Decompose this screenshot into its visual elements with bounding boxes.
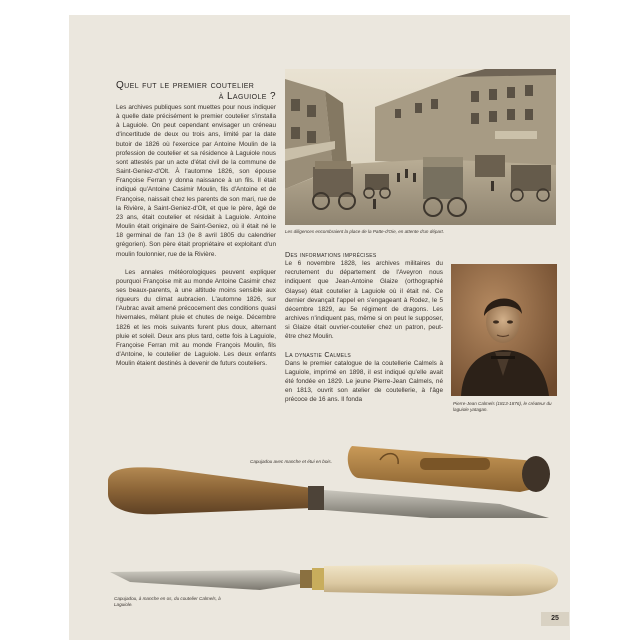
knife1-caption: Capujadou avec manche et étui en bois. bbox=[250, 459, 332, 464]
left-column-text bbox=[116, 103, 276, 425]
wooden-handle bbox=[108, 467, 312, 514]
portrait-illustration bbox=[451, 264, 557, 396]
paragraph-recrutement: Le 6 novembre 1828, les archives militaires du recrutement du département de l'Aveyron nous indiquent que Jean-Antoine Glaize (orthographié Glayse) était coutelier à Laguiole où il était né. Ce dernier devançait l'appel en s'engageant à Rodez, le 5 décembre 1829, au 5e régiment de dragons. Les archives n'indiquent pas, même si on peut le supposer, si Glaize était ouvrier-coutelier chez un patron, peut-être chez Moulin. bbox=[285, 260, 443, 341]
portrait-photo bbox=[451, 264, 557, 396]
paragraph-annales: Les annales météorologiques peuvent expliquer pourquoi Françoise mit au monde Antoine Casimir chez ses beaux-parents, à une altitude moins sensible aux rigueurs du climat aubracien. L'automne 1826, sur l'Aubrac avait amené précocement des conditions quasi hivernales, mêlant pluie et chutes de neige. Décembre 1826 et les mois suivants furent plus doux, alternant pluie et soleil. Deux ans plus tard, cette fois à Laguiole, Françoise Ferran mit au monde François Moulin, fils d'Antoine, le coutelier de Laguiole. Les deux enfants Moulin étaient destinés à devenir de futurs couteliers. bbox=[116, 268, 276, 368]
bone-handle bbox=[324, 564, 558, 596]
section-heading bbox=[116, 80, 276, 102]
street-photo-caption: Les diligences encombraient la place de la Patte-d'Oie, en attente d'un départ. bbox=[285, 229, 445, 234]
subheading-dynastie: La dynastie Calmels bbox=[285, 349, 352, 359]
page-number: 25 bbox=[541, 612, 569, 626]
knife2-caption: Capujadou, à manche en os, du coutelier Calmels, à Laguiole. bbox=[114, 596, 221, 607]
paragraph-calmels: Dans le premier catalogue de la coutellerie Calmels à Laguiole, imprimé en 1898, il est indiqué qu'elle avait été fondée en 1829. Le jeune Pierre-Jean Calmels, né en 1813, ouvrit son atelier de coutellerie, à l'âge précoce de 16 ans. Il fonda bbox=[285, 359, 443, 404]
section-heading-line1: Quel fut le premier coutelier bbox=[116, 80, 255, 91]
bone-knife-blade bbox=[110, 570, 300, 590]
subheading-informations: Des informations imprécises bbox=[285, 250, 377, 259]
wooden-knife-illustration bbox=[100, 438, 570, 518]
section-heading-line2: à Laguiole ? bbox=[218, 91, 276, 102]
middle-column-text bbox=[285, 250, 443, 426]
paragraph-archives: Les archives publiques sont muettes pour nous indiquer à quelle date précisément le premier coutelier s'installa à Laguiole. On peut cependant envisager un créneau d'incertitude de deux ou trois ans, limité par la date butoir de 1826 où l'exercice par Antoine Moulin de la profession de coutelier et sa résidence à Laguiole nous sont attestés par un acte d'état civil de la commune de Saint-Geniez-d'Olt. À l'automne 1826, son épouse Françoise Ferran y donna naissance à un fils. Il était indiqué qu'Antoine Casimir Moulin, fils d'Antoine et de Françoise, naissait chez les parents de son mari, rue de la Rivière, à Saint-Geniez-d'Olt, et que le père, âgé de 23 ans, était coutelier et résidait à Laguiole. Antoine Moulin était originaire de Saint-Geniez, où il était né le 18 germinal de l'an 13 (le 8 avril 1805 du calendrier grégorien). Son père était propriétaire et exploitant d'un moulin foulonnier, rue de la Rivière. bbox=[116, 104, 276, 258]
wooden-knife-blade bbox=[324, 490, 556, 518]
portrait-caption: Pierre-Jean Calmels (1813-1876), le créateur du laguiole yatagan. bbox=[453, 401, 552, 412]
street-scene-illustration bbox=[285, 69, 556, 225]
street-photo bbox=[285, 69, 556, 225]
